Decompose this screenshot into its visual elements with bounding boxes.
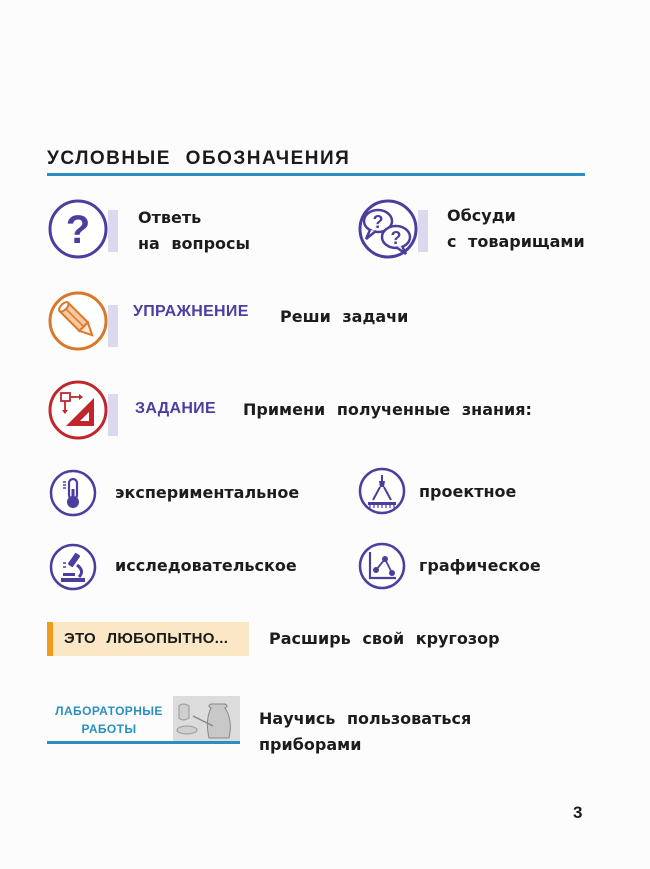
task-type-research: исследовательское: [115, 556, 297, 575]
graph-plot-icon: [358, 542, 406, 590]
lab-works-label: [47, 702, 171, 738]
lab-caption-line2: приборами: [259, 735, 362, 754]
page-number: 3: [573, 803, 583, 822]
compass-ruler-icon: [358, 467, 406, 515]
speech-bubbles-question-icon: [358, 199, 418, 259]
task-type-project: проектное: [419, 482, 517, 501]
title-underline: [47, 173, 585, 176]
lab-works-tag: [47, 696, 240, 746]
task-caption: Примени полученные знания:: [243, 400, 532, 419]
question-icon: [48, 199, 108, 259]
lab-caption: [259, 706, 471, 758]
icon-shade: [418, 210, 428, 252]
lab-label-line2: РАБОТЫ: [81, 722, 137, 736]
ruler-triangle-diagram-icon: [48, 380, 108, 440]
questions-line2: на вопросы: [138, 234, 250, 253]
task-type-graphic: графическое: [419, 556, 541, 575]
icon-shade: [108, 394, 118, 436]
lab-equipment-illustration: [173, 696, 240, 743]
discuss-caption: [447, 203, 585, 255]
curious-caption: Расширь свой кругозор: [269, 629, 500, 648]
questions-line1: Ответь: [138, 208, 202, 227]
discuss-line2: с товарищами: [447, 232, 585, 251]
exercise-tag: УПРАЖНЕНИЕ: [133, 303, 249, 320]
pencil-icon: [48, 291, 108, 351]
lab-underline: [47, 741, 240, 744]
page-title: УСЛОВНЫЕ ОБОЗНАЧЕНИЯ: [47, 148, 351, 169]
icon-shade: [108, 305, 118, 347]
curious-accent-bar: [47, 622, 53, 656]
task-type-experimental: экспериментальное: [115, 483, 300, 502]
thermometer-icon: [49, 469, 97, 517]
exercise-caption: Реши задачи: [280, 307, 409, 326]
svg-text:?: ?: [65, 208, 91, 252]
svg-text:?: ?: [390, 228, 402, 248]
task-tag: ЗАДАНИЕ: [135, 400, 216, 417]
discuss-line1: Обсуди: [447, 206, 516, 225]
svg-text:?: ?: [372, 212, 384, 232]
curious-tag: [47, 622, 249, 656]
icon-shade: [108, 210, 118, 252]
lab-caption-line1: Научись пользоваться: [259, 709, 472, 728]
lab-label-line1: ЛАБОРАТОРНЫЕ: [55, 704, 163, 718]
microscope-icon: [49, 543, 97, 591]
curious-label: ЭТО ЛЮБОПЫТНО...: [64, 630, 229, 647]
questions-caption: [138, 205, 250, 257]
